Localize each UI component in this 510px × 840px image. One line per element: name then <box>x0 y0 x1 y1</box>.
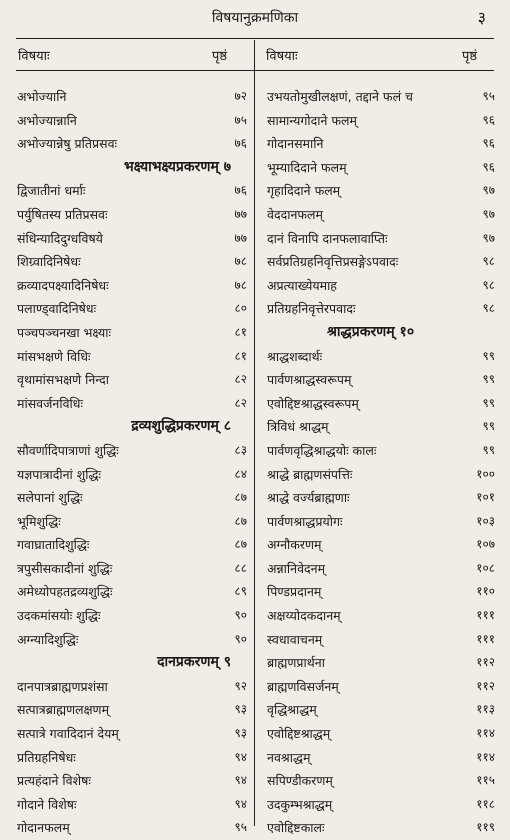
entry-page: ९५ <box>482 89 495 103</box>
index-entry <box>17 604 253 628</box>
index-entry <box>17 368 253 392</box>
entry-page: ९० <box>234 608 247 623</box>
index-entry <box>267 769 495 793</box>
entry-subject: श्राद्धे ब्राह्मणसंपत्तिः <box>267 466 353 482</box>
page-number: ३ <box>477 8 486 27</box>
entry-subject: गोदानफलम् <box>17 820 70 836</box>
entry-subject: सत्पात्रे गवादिदानं देयम् <box>17 726 119 742</box>
entry-subject: त्रिविधं श्राद्धम् <box>267 419 329 435</box>
section-heading <box>17 651 253 675</box>
index-entry <box>267 368 495 392</box>
index-entry <box>267 132 495 156</box>
index-entry <box>267 793 495 817</box>
index-entry <box>267 651 495 675</box>
entry-page: ९७ <box>482 206 495 221</box>
index-entry <box>267 415 495 439</box>
entry-page: ७६ <box>234 136 247 151</box>
entry-page: ९६ <box>482 136 495 151</box>
entry-page: ९९ <box>482 419 495 434</box>
index-entry <box>17 580 253 604</box>
entry-subject: संधिन्यादिदुग्धविषये <box>17 230 103 246</box>
entry-page: ८२ <box>234 395 247 410</box>
entry-page: ९७ <box>482 230 495 245</box>
entry-page: ९८ <box>482 254 495 269</box>
entry-page: ११२ <box>476 655 495 670</box>
page-title: विषयानुक्रमणिका <box>211 10 299 26</box>
entry-subject: नवश्राद्धम् <box>267 749 311 765</box>
entry-subject: अमेध्योपहतद्रव्यशुद्धिः <box>17 584 113 600</box>
entry-page: ९९ <box>482 348 495 363</box>
entry-page: १०८ <box>476 560 495 575</box>
entry-page: ९३ <box>234 726 247 741</box>
right-page-heading: पृष्ठं <box>462 49 478 64</box>
entry-page: ९३ <box>234 702 247 717</box>
index-entry <box>17 179 253 203</box>
entry-subject: श्राद्धे वर्ज्यब्राह्मणाः <box>267 490 350 506</box>
index-entry <box>267 722 495 746</box>
entry-page: ७२ <box>234 89 247 103</box>
index-entry <box>17 274 253 298</box>
entry-subject: शिग्र्वादिनिषेधः <box>17 254 81 270</box>
entry-subject: सलेपानां शुद्धिः <box>17 490 83 506</box>
entry-subject: सर्वप्रतिग्रहनिवृत्तिप्रसङ्गेऽपवादः <box>267 254 399 270</box>
entry-page: ११२ <box>476 678 495 693</box>
entry-page: ९९ <box>482 442 495 457</box>
left-page-heading: पृष्ठं <box>212 49 228 64</box>
index-entry <box>267 203 495 227</box>
entry-page: ७५ <box>234 112 247 127</box>
entry-subject: श्राद्धशब्दार्थः <box>267 348 323 364</box>
index-entry <box>17 557 253 581</box>
entry-subject: वृद्धिश्राद्धम् <box>267 702 317 718</box>
entry-page: ७७ <box>234 206 247 221</box>
entry-subject: पञ्चपञ्चनखा भक्ष्याः <box>17 324 111 340</box>
entry-page: १०७ <box>476 537 495 552</box>
entry-subject: स्वधावाचनम् <box>267 631 323 647</box>
index-entry <box>267 463 495 487</box>
entry-page: ८७ <box>234 513 247 528</box>
entry-subject: पर्युषितस्य प्रतिप्रसवः <box>17 206 108 222</box>
entry-subject: प्रतिग्रहनिवृत्तेरपवादः <box>267 301 356 317</box>
entry-subject: अग्नौकरणम् <box>267 537 322 553</box>
entry-subject: एवोद्दिष्टश्राद्धम् <box>267 726 331 742</box>
entry-page: ९४ <box>234 749 247 764</box>
entry-subject: प्रत्यहंदाने विशेषः <box>17 773 91 789</box>
entry-page: ११३ <box>476 702 495 717</box>
entry-subject: क्रव्यादपक्ष्यादिनिषेधः <box>17 277 109 293</box>
entry-page: ८७ <box>234 537 247 552</box>
entry-page: १११ <box>476 631 495 646</box>
entry-page: ७८ <box>234 277 247 292</box>
section-title: श्राद्धप्रकरणम् १० <box>327 323 415 340</box>
index-entry <box>17 463 253 487</box>
index-entry <box>17 439 253 463</box>
index-entry <box>17 698 253 722</box>
entry-page: ९४ <box>234 796 247 811</box>
entry-subject: पिण्डप्रदानम् <box>267 584 322 600</box>
entry-page: ९८ <box>482 301 495 316</box>
entry-page: १११ <box>476 608 495 623</box>
index-entry <box>17 486 253 510</box>
entry-page: ७७ <box>234 230 247 245</box>
index-entry <box>17 510 253 534</box>
index-entry <box>267 439 495 463</box>
right-column <box>267 85 495 840</box>
section-heading <box>17 415 253 439</box>
index-entry <box>267 604 495 628</box>
index-entry <box>267 816 495 840</box>
entry-subject: दानं विनापि दानफलावाप्तिः <box>267 230 388 246</box>
entry-page: ९९ <box>482 372 495 387</box>
entry-subject: पार्वणवृद्धिश्राद्धयोः कालः <box>267 442 377 458</box>
left-subject-heading: विषयाः <box>18 49 50 64</box>
entry-subject: उदकमांसयोः शुद्धिः <box>17 608 101 624</box>
index-entry <box>267 109 495 133</box>
index-entry <box>17 297 253 321</box>
entry-page: ८० <box>234 301 247 316</box>
entry-page: ८९ <box>234 584 247 599</box>
entry-subject: गोदानसमानि <box>267 136 324 152</box>
index-entry <box>267 227 495 251</box>
entry-page: ११० <box>476 584 495 599</box>
entry-subject: एवोद्दिष्टकालः <box>267 820 325 836</box>
entry-subject: अग्न्यादिशुद्धिः <box>17 631 79 647</box>
index-entry <box>267 580 495 604</box>
index-entry <box>17 132 253 156</box>
index-entry <box>17 769 253 793</box>
entry-subject: वृथामांसभक्षणे निन्दा <box>17 372 110 388</box>
header-rule <box>16 70 494 71</box>
entry-subject: सामान्यगोदाने फलम् <box>267 112 357 128</box>
entry-subject: मांसभक्षणे विधिः <box>17 348 91 364</box>
index-entry <box>17 203 253 227</box>
index-entry <box>17 722 253 746</box>
entry-subject: सपिण्डीकरणम् <box>267 773 333 789</box>
entry-page: ८८ <box>234 560 247 575</box>
entry-page: ८३ <box>234 442 247 457</box>
entry-subject: उदकुम्भश्राद्धम् <box>267 796 333 812</box>
section-heading <box>17 156 253 180</box>
index-entry <box>267 675 495 699</box>
entry-subject: ब्राह्मणविसर्जनम् <box>267 678 339 694</box>
entry-page: ११८ <box>476 796 495 811</box>
index-entry <box>267 156 495 180</box>
entry-page: ११४ <box>476 726 495 741</box>
entry-subject: अक्षय्योदकदानम् <box>267 608 341 624</box>
right-subject-heading: विषयाः <box>266 49 298 64</box>
entry-subject: गवाघ्रातादिशुद्धिः <box>17 537 90 553</box>
entry-page: ९५ <box>234 820 247 835</box>
section-title: भक्ष्याभक्ष्यप्रकरणम् ७ <box>123 158 231 175</box>
entry-subject: भूम्यादिदाने फलम् <box>267 159 347 175</box>
entry-page: ९६ <box>482 159 495 174</box>
section-title: द्रव्यशुद्धिप्रकरणम् ८ <box>131 418 231 435</box>
index-entry <box>267 698 495 722</box>
entry-page: ९० <box>234 631 247 646</box>
entry-page: ८७ <box>234 490 247 505</box>
entry-subject: गोदाने विशेषः <box>17 796 77 812</box>
index-entry <box>267 392 495 416</box>
index-entry <box>17 109 253 133</box>
entry-subject: पार्वणश्राद्धप्रयोगः <box>267 513 343 529</box>
entry-page: ८४ <box>234 466 247 481</box>
entry-page: ११४ <box>476 749 495 764</box>
entry-page: ९६ <box>482 112 495 127</box>
column-divider <box>254 40 255 826</box>
entry-page: ८२ <box>234 372 247 387</box>
entry-page: ११५ <box>476 773 495 788</box>
entry-subject: सत्पात्रब्राह्मणलक्षणम् <box>17 702 110 718</box>
entry-page: ७६ <box>234 183 247 198</box>
index-entry <box>267 746 495 770</box>
section-heading <box>267 321 495 345</box>
index-entry <box>267 628 495 652</box>
index-entry <box>267 533 495 557</box>
entry-subject: उभयतोमुखीलक्षणं, तद्दाने फलं च <box>267 89 413 104</box>
entry-page: ९२ <box>234 678 247 693</box>
entry-subject: एवोद्दिष्टश्राद्धस्वरूपम् <box>267 395 359 411</box>
index-entry <box>17 675 253 699</box>
entry-subject: मांसवर्जनविधिः <box>17 395 83 411</box>
index-entry <box>267 85 495 109</box>
entry-subject: गृहादिदाने फलम् <box>267 183 341 199</box>
index-entry <box>267 179 495 203</box>
index-entry <box>267 486 495 510</box>
entry-page: १०१ <box>476 490 495 505</box>
entry-page: ७८ <box>234 254 247 269</box>
entry-subject: ब्राह्मणप्रार्थना <box>267 655 325 671</box>
index-entry <box>17 746 253 770</box>
entry-subject: भूमिशुद्धिः <box>17 513 61 529</box>
index-entry <box>267 345 495 369</box>
entry-subject: अभोज्यान्नेषु प्रतिप्रसवः <box>17 136 118 152</box>
index-entry <box>17 321 253 345</box>
entry-subject: पलाण्ड्वादिनिषेधः <box>17 301 97 317</box>
entry-subject: पार्वणश्राद्धस्वरूपम् <box>267 372 352 388</box>
entry-subject: अभोज्यान्नानि <box>17 112 77 128</box>
top-rule <box>16 38 494 39</box>
index-entry <box>17 227 253 251</box>
index-entry <box>17 250 253 274</box>
index-entry <box>17 628 253 652</box>
entry-subject: अप्रत्याख्येयमाह <box>267 277 337 293</box>
index-entry <box>267 510 495 534</box>
index-entry <box>17 533 253 557</box>
entry-page: ८१ <box>234 324 247 339</box>
index-entry <box>17 85 253 109</box>
entry-page: ९४ <box>234 773 247 788</box>
index-entry <box>17 816 253 840</box>
section-title: दानप्रकरणम् ९ <box>157 654 231 671</box>
entry-subject: अभोज्यानि <box>17 89 67 104</box>
entry-page: १०३ <box>476 513 495 528</box>
index-entry <box>17 392 253 416</box>
left-column <box>17 85 253 840</box>
entry-subject: अन्नानिवेदनम् <box>267 560 326 576</box>
index-entry <box>267 557 495 581</box>
entry-subject: प्रतिग्रहनिषेधः <box>17 749 76 765</box>
entry-subject: वेददानफलम् <box>267 206 323 222</box>
index-entry <box>267 297 495 321</box>
index-entry <box>267 250 495 274</box>
entry-page: ९७ <box>482 183 495 198</box>
index-entry <box>17 793 253 817</box>
entry-page: १०० <box>476 466 495 481</box>
index-entry <box>267 274 495 298</box>
entry-page: ८१ <box>234 348 247 363</box>
entry-subject: त्रपुसीसकादीनां शुद्धिः <box>17 560 113 576</box>
entry-subject: सौवर्णादिपात्राणां शुद्धिः <box>17 442 119 458</box>
entry-page: ९९ <box>482 395 495 410</box>
entry-subject: यज्ञपात्रादीनां शुद्धिः <box>17 466 102 482</box>
entry-page: ११९ <box>476 820 495 835</box>
entry-subject: दानपात्रब्राह्मणप्रशंसा <box>17 678 108 694</box>
entry-subject: द्विजातीनां धर्माः <box>17 183 86 199</box>
entry-page: ९८ <box>482 277 495 292</box>
index-entry <box>17 345 253 369</box>
